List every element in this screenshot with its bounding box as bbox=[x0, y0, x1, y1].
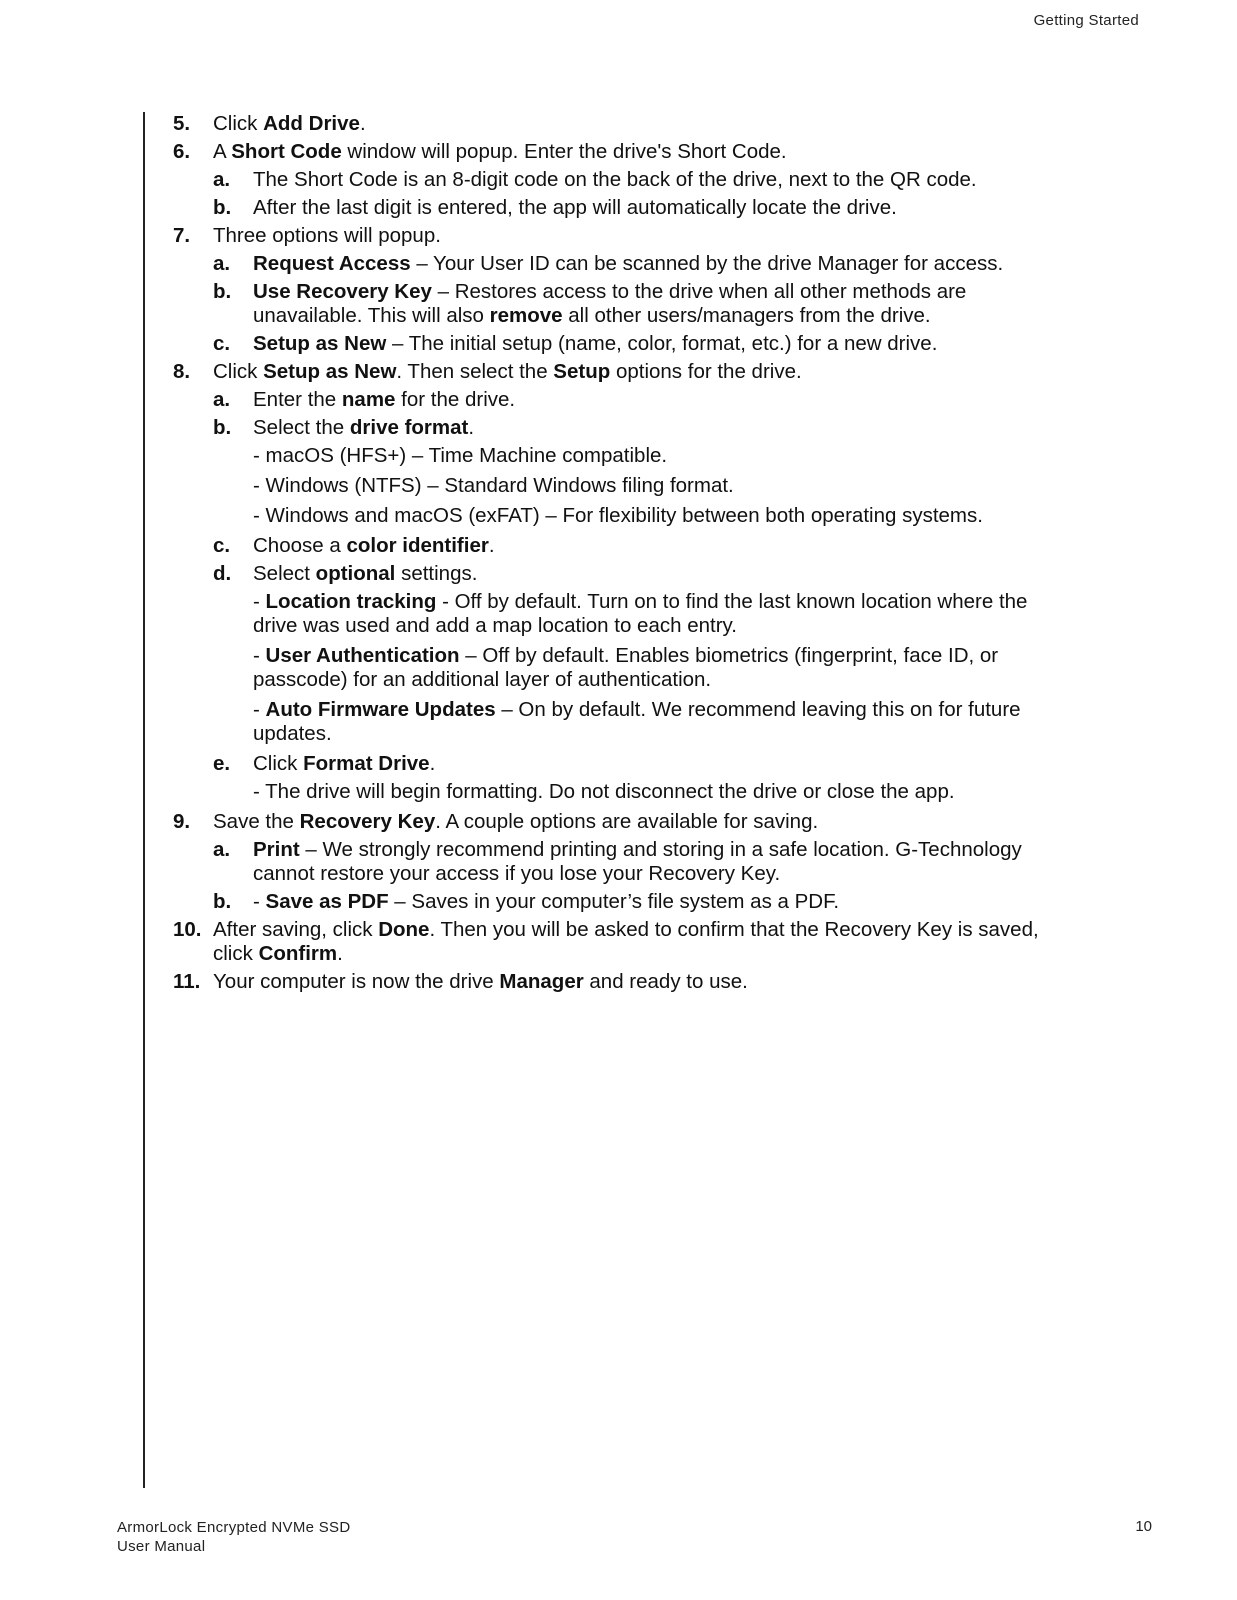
note-text: – Off by default. Enables biometrics (fingerprint, face ID, or passcode) for an additional layer of authentication. bbox=[253, 644, 999, 691]
substep-letter: e. bbox=[213, 752, 231, 775]
substep bbox=[213, 562, 1053, 586]
substep-text: for the drive. bbox=[395, 388, 516, 411]
step-number: 6. bbox=[173, 140, 191, 163]
substep-bold: Use Recovery Key bbox=[253, 280, 432, 303]
substep bbox=[213, 332, 1053, 356]
substep-bold: Format Drive bbox=[303, 752, 430, 775]
format-note: - The drive will begin formatting. Do not disconnect the drive or close the app. bbox=[253, 780, 955, 803]
running-header: Getting Started bbox=[1033, 12, 1139, 29]
substep-bold: Request Access bbox=[253, 252, 411, 275]
substep-text: . bbox=[488, 534, 495, 557]
step-bold: Recovery Key bbox=[299, 810, 436, 833]
note-text: – On by default. We recommend leaving this on for future updates. bbox=[253, 698, 1021, 745]
substep-text: Enter the bbox=[253, 388, 342, 411]
page-number: 10 bbox=[1135, 1518, 1152, 1535]
substep-text: – The initial setup (name, color, format, etc.) for a new drive. bbox=[386, 332, 938, 355]
substep bbox=[213, 388, 1053, 412]
substep bbox=[213, 416, 1053, 440]
substep-letter: a. bbox=[213, 252, 231, 275]
step-number: 11. bbox=[173, 970, 201, 993]
setting-note bbox=[253, 698, 1053, 746]
substep bbox=[213, 534, 1053, 558]
step-text: After saving, click bbox=[213, 918, 379, 941]
format-note: - Windows and macOS (exFAT) – For flexibility between both operating systems. bbox=[253, 504, 983, 527]
note-prefix: - bbox=[253, 590, 266, 613]
setting-note bbox=[253, 644, 1053, 692]
substep-letter: a. bbox=[213, 388, 231, 411]
step-text: A bbox=[213, 140, 232, 163]
substep-letter: b. bbox=[213, 890, 232, 913]
substep-letter: a. bbox=[213, 168, 231, 191]
note-bold: Location tracking bbox=[265, 590, 437, 613]
step-text: Click bbox=[213, 360, 264, 383]
setting-note bbox=[253, 590, 1053, 638]
step-text: Save the bbox=[213, 810, 300, 833]
substep-letter: b. bbox=[213, 196, 232, 219]
substep-bold: Save as PDF bbox=[265, 890, 389, 913]
substep-text: all other users/managers from the drive. bbox=[562, 304, 931, 327]
substep bbox=[213, 196, 1053, 220]
footer-title bbox=[117, 1518, 350, 1556]
step-number: 10. bbox=[173, 918, 202, 941]
footer-doc: User Manual bbox=[117, 1538, 206, 1555]
note-bold: Auto Firmware Updates bbox=[265, 698, 496, 721]
substep bbox=[213, 752, 1053, 776]
step-bold: Short Code bbox=[231, 140, 342, 163]
step-9 bbox=[173, 810, 1053, 834]
substep-bold: Setup as New bbox=[253, 332, 387, 355]
step-8 bbox=[173, 360, 1053, 384]
substep-letter: c. bbox=[213, 332, 231, 355]
substep-text: Click bbox=[253, 752, 304, 775]
substep bbox=[213, 252, 1053, 276]
step-number: 5. bbox=[173, 112, 191, 135]
substep-bold: name bbox=[341, 388, 396, 411]
step-5 bbox=[173, 112, 1053, 136]
substep-text: After the last digit is entered, the app will automatically locate the drive. bbox=[253, 196, 897, 219]
note-prefix: - bbox=[253, 644, 266, 667]
note-text: - Off by default. Turn on to find the last known location where the drive was used and add a map location to each entry. bbox=[253, 590, 1028, 637]
substep-text: – Your User ID can be scanned by the drive Manager for access. bbox=[410, 252, 1004, 275]
step-10 bbox=[173, 918, 1053, 966]
substep bbox=[213, 838, 1053, 886]
step-text: Three options will popup. bbox=[213, 224, 441, 247]
step-text: options for the drive. bbox=[610, 360, 802, 383]
step-bold: Done bbox=[378, 918, 430, 941]
substep-text: Select the bbox=[253, 416, 350, 439]
substep-bold: remove bbox=[489, 304, 563, 327]
substep-text: . bbox=[468, 416, 475, 439]
step-text: . bbox=[337, 942, 343, 965]
change-bar bbox=[143, 112, 145, 1488]
step-text: window will popup. Enter the drive's Short Code. bbox=[341, 140, 787, 163]
step-text: . bbox=[359, 112, 366, 135]
substep-letter: b. bbox=[213, 416, 232, 439]
step-11 bbox=[173, 970, 1053, 994]
step-text: . Then select the bbox=[396, 360, 554, 383]
step-6 bbox=[173, 140, 1053, 164]
substep-text: – Restores access to the drive when all other methods are unavailable. This will also bbox=[253, 280, 967, 327]
substep-letter: c. bbox=[213, 534, 231, 557]
note-bold: User Authentication bbox=[265, 644, 460, 667]
substep bbox=[213, 890, 1053, 914]
format-note: - macOS (HFS+) – Time Machine compatible. bbox=[253, 444, 668, 467]
substep-bold: drive format bbox=[349, 416, 469, 439]
step-text: . A couple options are available for saving. bbox=[435, 810, 819, 833]
substep-letter: d. bbox=[213, 562, 232, 585]
substep-bold: color identifier bbox=[346, 534, 489, 557]
step-bold: Add Drive bbox=[263, 112, 360, 135]
note-prefix: - bbox=[253, 698, 266, 721]
substep bbox=[213, 168, 1053, 192]
substep bbox=[213, 280, 1053, 328]
substep-bold: Print bbox=[253, 838, 300, 861]
substep-text: The Short Code is an 8-digit code on the back of the drive, next to the QR code. bbox=[253, 168, 977, 191]
step-number: 7. bbox=[173, 224, 191, 247]
step-bold: Confirm bbox=[258, 942, 338, 965]
substep-text: Select bbox=[253, 562, 316, 585]
substep-letter: a. bbox=[213, 838, 231, 861]
format-note: - Windows (NTFS) – Standard Windows filing format. bbox=[253, 474, 734, 497]
substep-text: . bbox=[429, 752, 436, 775]
step-text: Click bbox=[213, 112, 264, 135]
substep-text: Choose a bbox=[253, 534, 347, 557]
footer-product: ArmorLock Encrypted NVMe SSD bbox=[117, 1519, 351, 1536]
step-number: 9. bbox=[173, 810, 191, 833]
step-bold: Manager bbox=[499, 970, 584, 993]
step-number: 8. bbox=[173, 360, 191, 383]
step-text: and ready to use. bbox=[583, 970, 748, 993]
substep-prefix: - bbox=[253, 890, 266, 913]
substep-text: – We strongly recommend printing and storing in a safe location. G-Technology cannot restore your access if you lose your Recovery Key. bbox=[253, 838, 1022, 885]
step-text: Your computer is now the drive bbox=[213, 970, 500, 993]
substep-text: settings. bbox=[395, 562, 478, 585]
step-7 bbox=[173, 224, 1053, 248]
substep-text: – Saves in your computer’s file system as a PDF. bbox=[388, 890, 840, 913]
substep-bold: optional bbox=[315, 562, 396, 585]
instruction-list bbox=[173, 112, 1053, 998]
substep-letter: b. bbox=[213, 280, 232, 303]
step-bold: Setup as New bbox=[263, 360, 397, 383]
step-bold: Setup bbox=[553, 360, 611, 383]
step-text: . Then you will be asked to confirm that the Recovery Key is saved, click bbox=[213, 918, 1039, 965]
